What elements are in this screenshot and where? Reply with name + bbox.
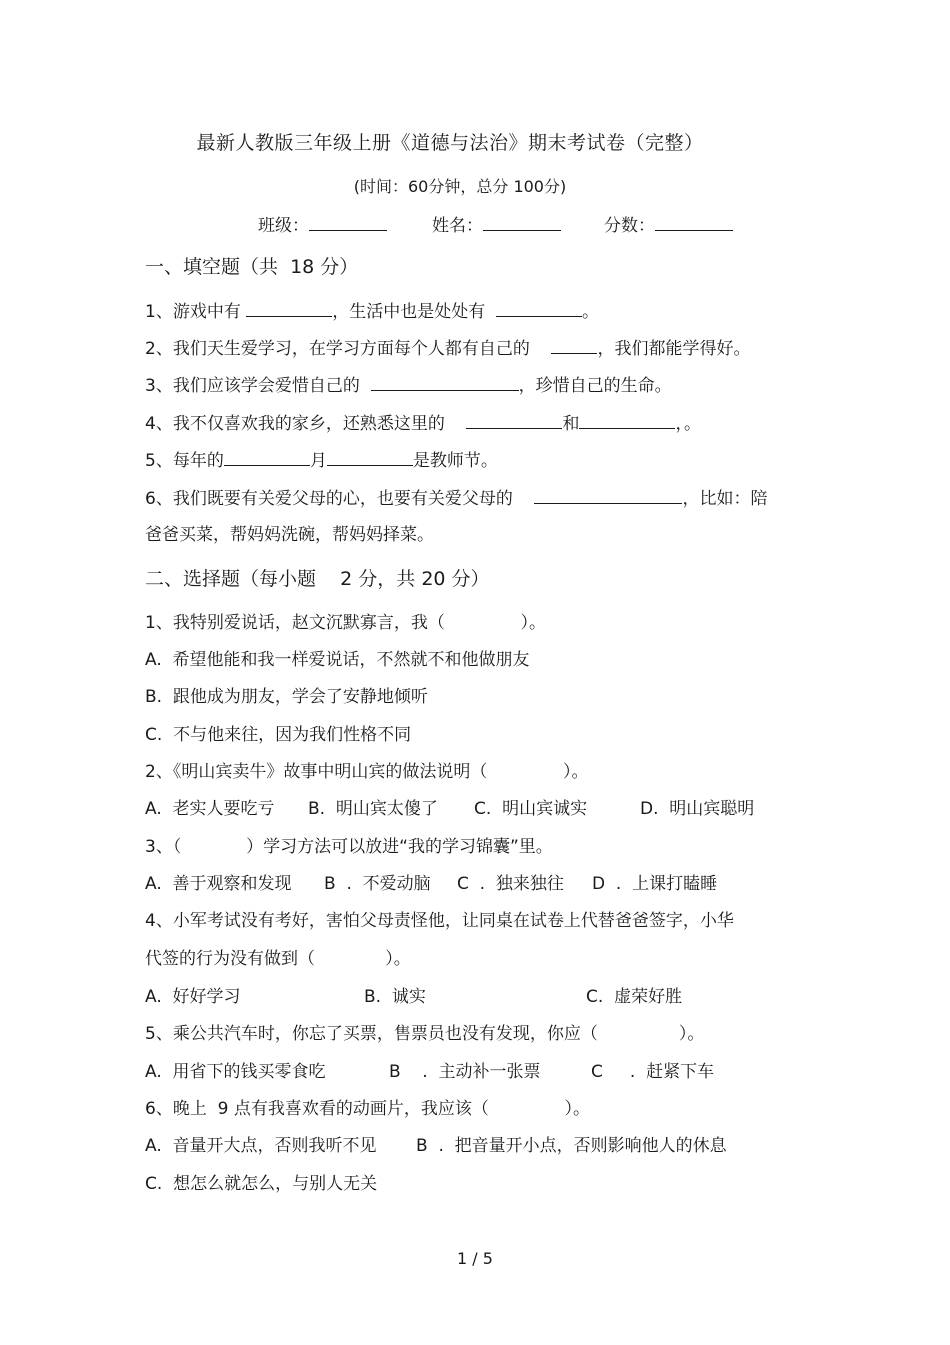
option-2-6-c[interactable]: C. 想怎么就怎么，与别人无关 [145, 1174, 378, 1194]
option-2-5-c[interactable]: C . 赶紧下车 [591, 1062, 715, 1082]
option-2-4-b[interactable]: B. 诚实 [364, 987, 426, 1007]
section-heading-fill-blank: 一、填空题（共 18 分） [145, 256, 359, 278]
option-2-6-b[interactable]: B . 把音量开小点，否则影响他人的休息 [416, 1136, 727, 1156]
question-1-2 [145, 337, 750, 360]
question-text: 1、游戏中有 [145, 302, 241, 322]
section-heading-choice: 二、选择题（每小题 2 分，共 20 分） [145, 568, 490, 590]
option-2-1-b[interactable]: B. 跟他成为朋友，学会了安静地倾听 [145, 687, 428, 707]
question-text: ，珍惜自己的生命。 [518, 376, 672, 396]
answer-blank[interactable] [466, 412, 562, 429]
score-blank[interactable] [655, 214, 733, 231]
answer-blank[interactable] [224, 449, 310, 466]
question-1-5 [145, 449, 498, 472]
answer-blank[interactable] [246, 300, 332, 317]
question-text: ，我们都能学得好。 [597, 339, 751, 359]
question-text: 2、我们天生爱学习，在学习方面每个人都有自己的 [145, 339, 530, 359]
question-text: 6、我们既要有关爱父母的心，也要有关爱父母的 [145, 489, 513, 509]
score-field [604, 211, 733, 236]
question-2-3: 3、（ ）学习方法可以放进“我的学习锦囊”里。 [145, 837, 553, 857]
question-text: 3、我们应该学会爱惜自己的 [145, 376, 360, 396]
answer-blank[interactable] [327, 449, 413, 466]
option-2-2-c[interactable]: C. 明山宾诚实 [474, 799, 588, 819]
question-1-3 [145, 374, 672, 397]
name-field [432, 211, 561, 236]
option-2-6-a[interactable]: A. 音量开大点，否则我听不见 [145, 1136, 377, 1156]
question-2-5: 5、乘公共汽车时，你忘了买票，售票员也没有发现，你应（ ）。 [145, 1024, 705, 1044]
option-2-2-d[interactable]: D. 明山宾聪明 [640, 799, 755, 819]
option-2-1-a[interactable]: A. 希望他能和我一样爱说话，不然就不和他做朋友 [145, 650, 530, 670]
class-blank[interactable] [309, 214, 387, 231]
question-text: ，。 [675, 414, 701, 434]
class-label: 班级： [258, 216, 309, 236]
question-2-6: 6、晚上 9 点有我喜欢看的动画片，我应该（ ）。 [145, 1099, 590, 1119]
answer-blank[interactable] [496, 300, 582, 317]
option-2-2-b[interactable]: B. 明山宾太傻了 [308, 799, 438, 819]
exam-time-score: (时间：60分钟，总分 100分) [353, 177, 567, 196]
option-2-5-a[interactable]: A. 用省下的钱买零食吃 [145, 1062, 326, 1082]
class-field [258, 211, 387, 236]
question-2-1: 1、我特别爱说话，赵文沉默寡言，我（ ）。 [145, 613, 546, 633]
question-text: 4、我不仅喜欢我的家乡，还熟悉这里的 [145, 414, 445, 434]
question-text: 和 [562, 414, 580, 434]
question-1-6 [145, 487, 767, 510]
question-text: 月 [309, 451, 327, 471]
question-1-1 [145, 300, 599, 323]
option-2-4-c[interactable]: C. 虚荣好胜 [586, 987, 683, 1007]
page-number: 1 / 5 [457, 1249, 493, 1268]
name-blank[interactable] [483, 214, 561, 231]
name-label: 姓名： [432, 216, 483, 236]
question-text: 5、每年的 [145, 451, 224, 471]
option-2-1-c[interactable]: C. 不与他来往，因为我们性格不同 [145, 725, 412, 745]
option-2-4-a[interactable]: A. 好好学习 [145, 987, 241, 1007]
question-text: 是教师节。 [412, 451, 498, 471]
score-label: 分数： [604, 216, 655, 236]
answer-blank[interactable] [579, 412, 675, 429]
question-text: ，比如：陪 [682, 489, 768, 509]
question-1-6-cont: 爸爸买菜，帮妈妈洗碗，帮妈妈择菜。 [145, 525, 434, 545]
question-2-2: 2、《明山宾卖牛》故事中明山宾的做法说明（ ）。 [145, 762, 589, 782]
question-text: 。 [582, 302, 600, 322]
answer-blank[interactable] [551, 337, 597, 354]
page-title: 最新人教版三年级上册《道德与法治》期末考试卷（完整） [196, 132, 704, 154]
question-1-4 [145, 412, 701, 435]
question-2-4: 4、小军考试没有考好，害怕父母责怪他，让同桌在试卷上代替爸爸签字，小华 [145, 911, 734, 931]
option-2-3-c[interactable]: C . 独来独往 [457, 874, 564, 894]
answer-blank[interactable] [371, 374, 519, 391]
answer-blank[interactable] [534, 487, 682, 504]
option-2-3-d[interactable]: D . 上课打瞌睡 [592, 874, 718, 894]
option-2-2-a[interactable]: A. 老实人要吃亏 [145, 799, 275, 819]
option-2-5-b[interactable]: B . 主动补一张票 [389, 1062, 541, 1082]
question-2-4-cont: 代签的行为没有做到（ ）。 [145, 949, 411, 969]
option-2-3-a[interactable]: A. 善于观察和发现 [145, 874, 292, 894]
question-text: ，生活中也是处处有 [332, 302, 486, 322]
option-2-3-b[interactable]: B . 不爱动脑 [324, 874, 431, 894]
